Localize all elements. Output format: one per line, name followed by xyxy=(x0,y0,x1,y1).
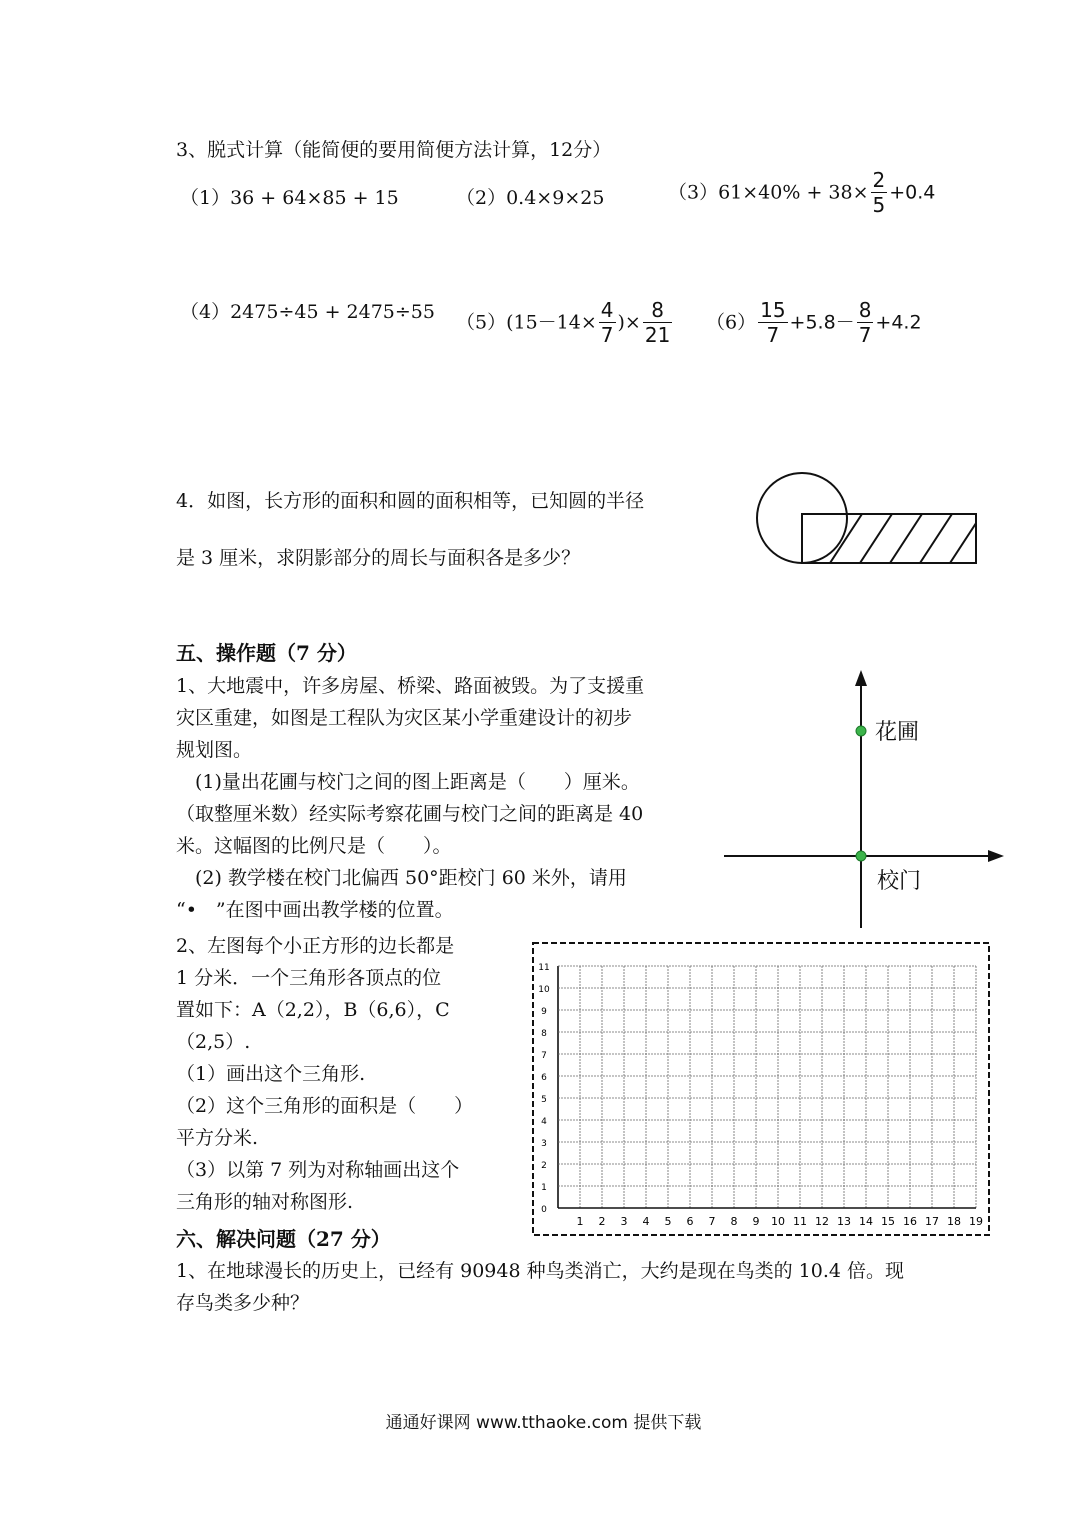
q3-problem-5 xyxy=(456,298,674,347)
grid-x-label: 13 xyxy=(837,1215,851,1228)
section-5-q1-line: （取整厘米数）经实际考察花圃与校门之间的距离是 40 xyxy=(176,803,644,825)
grid-y-label: 1 xyxy=(541,1183,547,1193)
grid-x-label: 7 xyxy=(708,1215,716,1228)
section-5-q2-line: （2）这个三角形的面积是（ ） xyxy=(176,1095,474,1117)
q3-p6-numerator-1: 15 xyxy=(760,298,786,322)
q3-problem-3 xyxy=(668,168,935,217)
grid-y-label: 8 xyxy=(541,1029,547,1039)
q3-p5-fraction-2 xyxy=(643,298,672,347)
grid-x-labels xyxy=(577,1215,984,1228)
grid-y-label: 5 xyxy=(541,1095,547,1105)
grid-x-label: 3 xyxy=(620,1215,628,1228)
grid-y-label: 10 xyxy=(538,985,550,995)
q3-title: 3、脱式计算（能简便的要用简便方法计算，12分） xyxy=(176,139,612,161)
grid-y-label: 2 xyxy=(541,1161,547,1171)
grid-x-label: 10 xyxy=(771,1215,785,1228)
grid-y-labels xyxy=(538,963,550,1215)
grid-x-label: 16 xyxy=(903,1215,917,1228)
section-5-q1-line: (1)量出花圃与校门之间的图上距离是（ ）厘米。 xyxy=(176,771,640,793)
q3-p6-numerator-2: 8 xyxy=(858,298,872,322)
east-arrow-icon xyxy=(988,850,1004,862)
grid-y-label: 4 xyxy=(541,1117,547,1127)
grid-x-label: 19 xyxy=(969,1215,983,1228)
gate-label: 校门 xyxy=(877,869,922,894)
grid-y-label: 0 xyxy=(541,1205,547,1215)
section-5-q1-line: 米。这幅图的比例尺是（ ）。 xyxy=(176,835,452,857)
grid-x-label: 15 xyxy=(881,1215,895,1228)
q3-problem-6 xyxy=(706,298,922,347)
section-5-q2-line: （3）以第 7 列为对称轴画出这个 xyxy=(176,1159,460,1181)
q3-p3-denominator: 5 xyxy=(872,193,886,217)
section-6-q1-line-1: 1、在地球漫长的历史上，已经有 90948 种鸟类消亡，大约是现在鸟类的 10.4 倍。现 xyxy=(176,1260,904,1282)
garden-point xyxy=(856,726,866,736)
q3-p3-numerator: 2 xyxy=(872,168,886,192)
grid-y-label: 6 xyxy=(541,1073,547,1083)
grid-y-label: 3 xyxy=(541,1139,547,1149)
north-arrow-icon xyxy=(855,670,867,686)
section-5-q2-line: （2,5）. xyxy=(176,1031,251,1053)
q4-line-2: 是 3 厘米，求阴影部分的周长与面积各是多少？ xyxy=(176,547,581,569)
q3-problem-1: （1）36 + 64×85 + 15 xyxy=(180,187,399,209)
q3-p6-post: +4.2 xyxy=(875,311,922,334)
section-5-q1-line: 灾区重建，如图是工程队为灾区某小学重建设计的初步 xyxy=(176,707,633,729)
grid-x-label: 2 xyxy=(598,1215,606,1228)
section-5-q1-line: 1、大地震中，许多房屋、桥梁、路面被毁。为了支援重 xyxy=(176,675,645,697)
section-5-q1 xyxy=(176,670,644,926)
q3-p6-pre: （6） xyxy=(706,311,757,334)
hatch-shading xyxy=(830,514,982,563)
section-5-q2 xyxy=(176,930,473,1218)
q3-p6-denominator-1: 7 xyxy=(766,323,780,347)
section-5-q1-line: “• ”在图中画出教学楼的位置。 xyxy=(176,899,454,921)
section-5-q2-line: 1 分米．一个三角形各顶点的位 xyxy=(176,967,442,989)
section-5-q2-line: 2、左图每个小正方形的边长都是 xyxy=(176,935,455,957)
grid-border xyxy=(533,943,989,1235)
q3-p4-text: （4）2475÷45 + 2475÷55 xyxy=(180,301,435,323)
q3-p5-numerator-2: 8 xyxy=(643,298,672,323)
grid-x-label: 17 xyxy=(925,1215,939,1228)
section-6-title: 六、解决问题（27 分） xyxy=(176,1227,391,1251)
q3-p3-fraction xyxy=(871,168,888,217)
q3-p5-mid: )× xyxy=(617,311,641,334)
coordinate-grid xyxy=(530,940,992,1240)
grid-x-label: 5 xyxy=(664,1215,672,1228)
grid-x-label: 11 xyxy=(793,1215,807,1228)
section-5-q1-line: 规划图。 xyxy=(176,739,253,761)
garden-label: 花圃 xyxy=(875,720,920,745)
q3-p6-mid: +5.8－ xyxy=(789,311,855,334)
section-5-q2-line: 三角形的轴对称图形. xyxy=(176,1191,354,1213)
section-5-title: 五、操作题（7 分） xyxy=(176,641,357,665)
q4-line-1: 4．如图，长方形的面积和圆的面积相等，已知圆的半径 xyxy=(176,490,645,512)
q3-problem-4 xyxy=(180,298,435,325)
grid-x-label: 18 xyxy=(947,1215,961,1228)
grid-x-label: 12 xyxy=(815,1215,829,1228)
gate-point xyxy=(856,851,866,861)
page-footer: 通通好课网 www.tthaoke.com 提供下载 xyxy=(385,1413,702,1433)
grid-x-label: 4 xyxy=(642,1215,650,1228)
section-6-q1-line-2: 存鸟类多少种？ xyxy=(176,1292,310,1314)
q3-p6-fraction-1 xyxy=(758,298,787,347)
grid-x-label: 14 xyxy=(859,1215,873,1228)
grid-y-label: 9 xyxy=(541,1007,547,1017)
grid-lines xyxy=(558,966,976,1208)
section-5-q2-line: 置如下：A（2,2），B（6,6），C xyxy=(176,999,450,1021)
q3-p5-denominator-2: 21 xyxy=(644,323,671,347)
q3-p6-denominator-2: 7 xyxy=(858,323,872,347)
section-5-q2-line: 平方分米. xyxy=(176,1127,259,1149)
grid-y-label: 11 xyxy=(538,963,550,973)
q3-p3-post: +0.4 xyxy=(889,181,936,204)
grid-x-label: 1 xyxy=(576,1215,584,1228)
grid-y-label: 7 xyxy=(541,1051,547,1061)
grid-x-label: 6 xyxy=(686,1215,694,1228)
q3-p5-pre: （5）(15－14× xyxy=(456,311,597,334)
q3-p5-fraction-1 xyxy=(599,298,616,347)
q3-p5-numerator-1: 4 xyxy=(600,298,614,322)
circle-rectangle-figure xyxy=(750,470,982,570)
section-5-q2-line: （1）画出这个三角形. xyxy=(176,1063,366,1085)
q3-problem-2: （2）0.4×9×25 xyxy=(456,187,605,209)
q3-p6-fraction-2 xyxy=(857,298,874,347)
q3-p5-denominator-1: 7 xyxy=(600,323,614,347)
planning-map xyxy=(720,668,1010,930)
section-5-q1-line: (2) 教学楼在校门北偏西 50°距校门 60 米外，请用 xyxy=(176,867,627,889)
grid-x-label: 9 xyxy=(752,1215,760,1228)
grid-x-label: 8 xyxy=(730,1215,738,1228)
q3-p3-pre: （3）61×40% + 38× xyxy=(668,181,869,204)
